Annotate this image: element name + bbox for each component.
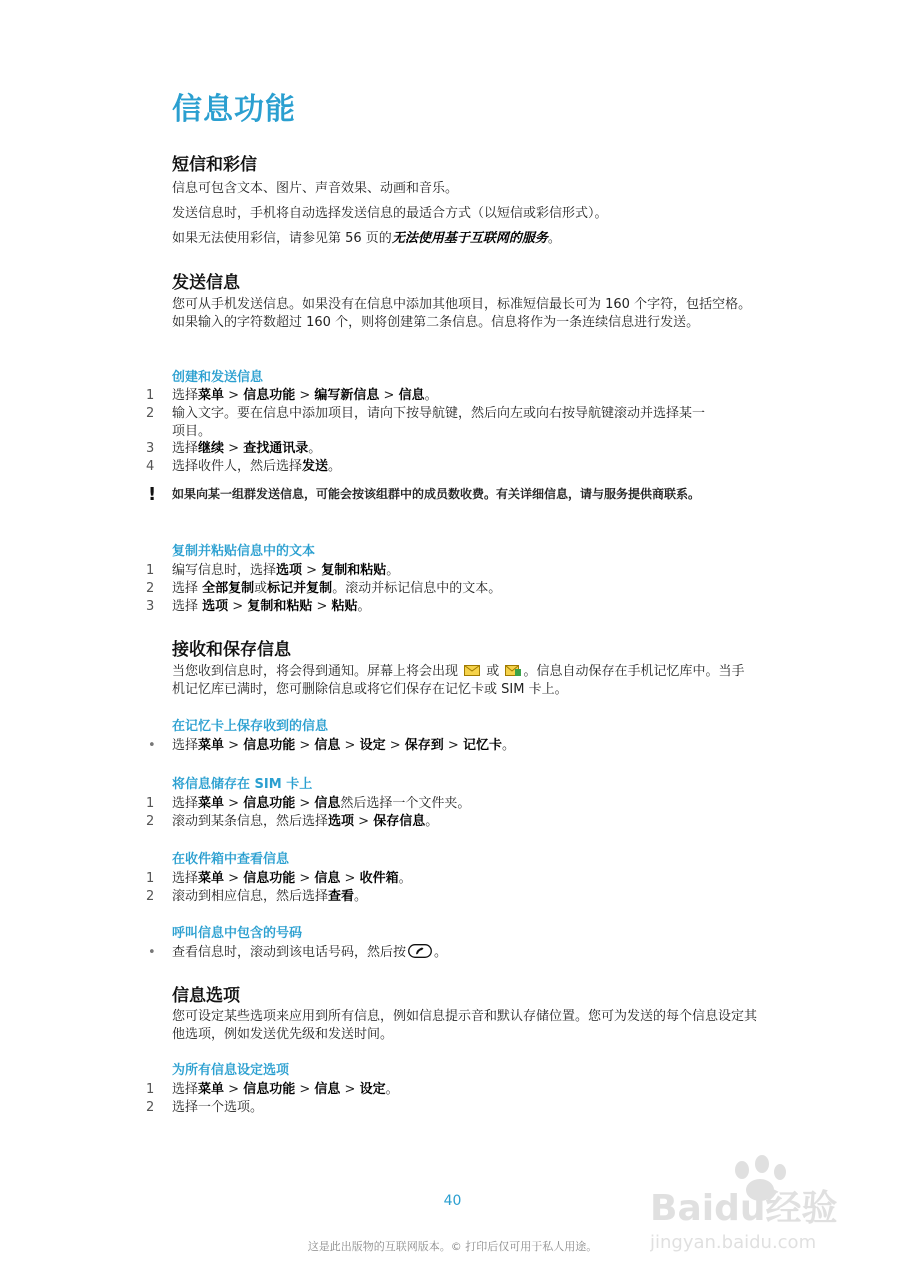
menu-term: 信息功能 (243, 738, 296, 753)
paragraph (172, 663, 757, 699)
menu-term: 信息 (314, 1082, 341, 1097)
page-number: 40 (443, 1193, 462, 1209)
menu-term: 复制和粘贴 (247, 599, 313, 614)
text: 。信息自动保存在手机记忆库中。当手机记忆库已满时，您可删除信息或将它们保存在记忆卡或 SIM 卡上。 (172, 664, 745, 697)
subheading-all-options: 为所有信息设定选项 (172, 1063, 290, 1078)
text: > (302, 563, 322, 578)
text: > (379, 388, 399, 403)
menu-term: 设定 (359, 1082, 386, 1097)
text: 选择 (172, 871, 199, 886)
page-title: 信息功能 (172, 92, 296, 127)
subheading-view-inbox: 在收件箱中查看信息 (172, 852, 290, 867)
text: > (340, 871, 360, 886)
text: 选择 (172, 796, 199, 811)
text: > (385, 738, 405, 753)
paragraph: 发送信息时，手机将自动选择发送信息的最适合方式（以短信或彩信形式）。 (172, 206, 608, 221)
step-number: 2 (146, 1100, 155, 1115)
step-number: 1 (146, 563, 155, 578)
call-key-icon (408, 944, 432, 958)
text: 或 (486, 664, 500, 679)
bullet: • (148, 738, 156, 753)
text: 查看信息时，滚动到该电话号码，然后按 (172, 945, 407, 960)
paragraph: 信息可包含文本、图片、声音效果、动画和音乐。 (172, 181, 459, 196)
menu-term: 收件箱 (359, 871, 399, 886)
menu-term: 信息 (398, 388, 425, 403)
step-number: 1 (146, 871, 155, 886)
text: 。 (357, 599, 371, 614)
step-number: 2 (146, 581, 155, 596)
menu-term: 菜单 (198, 738, 225, 753)
menu-term: 全部复制 (202, 581, 255, 596)
subheading-create-send: 创建和发送信息 (172, 370, 264, 385)
menu-term: 菜单 (198, 388, 225, 403)
text: 选择一个选项。 (172, 1100, 264, 1115)
text: 编写信息时，选择 (172, 563, 277, 578)
menu-term: 保存到 (404, 738, 444, 753)
step-number: 1 (146, 388, 155, 403)
text: 选择 (172, 1082, 199, 1097)
text: 。 (328, 459, 342, 474)
text: 选择收件人，然后选择 (172, 459, 303, 474)
menu-term: 查看 (328, 889, 355, 904)
text: 选择 (172, 581, 203, 596)
menu-term: 粘贴 (331, 599, 358, 614)
text: > (224, 738, 244, 753)
menu-term: 复制和粘贴 (321, 563, 387, 578)
watermark-url: jingyan.baidu.com (650, 1232, 817, 1253)
menu-term: 选项 (328, 814, 355, 829)
watermark-brand: Baidu经验 (650, 1188, 838, 1229)
cross-reference-link[interactable]: 无法使用基于互联网的服务 (391, 231, 548, 246)
text: > (443, 738, 463, 753)
menu-term: 保存信息 (373, 814, 426, 829)
text: 选择 (172, 599, 203, 614)
text: 。 (424, 388, 438, 403)
subheading-save-to-sim: 将信息储存在 SIM 卡上 (172, 777, 313, 792)
text: 选择 (172, 738, 199, 753)
text: 滚动到相应信息，然后选择 (172, 889, 329, 904)
paragraph: 您可从手机发送信息。如果没有在信息中添加其他项目，标准短信最长可为 160 个字符，包括空格。如果输入的字符数超过 160 个，则将创建第二条信息。信息将作为一条连续信息进行发送。 (172, 297, 752, 330)
text: > (340, 738, 360, 753)
text: > (340, 1082, 360, 1097)
text: 然后选择一个文件夹。 (340, 796, 471, 811)
subheading-copy-paste: 复制并粘贴信息中的文本 (172, 544, 316, 559)
text: > (295, 388, 315, 403)
text: 输入文字。要在信息中添加项目，请向下按导航键，然后向左或向右按导航键滚动并选择某一项目。 (172, 406, 706, 439)
text: > (224, 796, 244, 811)
menu-term: 标记并复制 (267, 581, 333, 596)
menu-term: 菜单 (198, 871, 225, 886)
text: 。滚动并标记信息中的文本。 (332, 581, 502, 596)
text: 。 (501, 738, 515, 753)
menu-term: 信息功能 (243, 871, 296, 886)
menu-term: 信息功能 (243, 796, 296, 811)
text: > (295, 738, 315, 753)
text: > (295, 1082, 315, 1097)
text: 。 (385, 1082, 399, 1097)
text: 。 (434, 945, 448, 960)
text: > (295, 796, 315, 811)
section-heading-receive-save: 接收和保存信息 (172, 640, 291, 660)
menu-term: 记忆卡 (462, 738, 502, 753)
step-number: 4 (146, 459, 155, 474)
text: 。 (425, 814, 439, 829)
text: 。 (547, 231, 561, 246)
step-number: 2 (146, 814, 155, 829)
text: 当您收到信息时，将会得到通知。屏幕上将会出现 (172, 664, 459, 679)
text: 选择 (172, 441, 199, 456)
step-number: 2 (146, 889, 155, 904)
menu-term: 菜单 (198, 796, 225, 811)
text: > (228, 599, 248, 614)
paragraph: 您可设定某些选项来应用到所有信息，例如信息提示音和默认存储位置。您可为发送的每个信息设定其他选项，例如发送优先级和发送时间。 (172, 1009, 758, 1042)
note: 如果向某一组群发送信息，可能会按该组群中的成员数收费。有关详细信息，请与服务提供商联系。 (172, 487, 701, 501)
text: 。 (398, 871, 412, 886)
text: > (354, 814, 374, 829)
text: 滚动到某条信息，然后选择 (172, 814, 329, 829)
text: 。 (354, 889, 368, 904)
step-number: 2 (146, 406, 155, 421)
section-heading-options: 信息选项 (172, 986, 240, 1006)
menu-term: 继续 (198, 441, 225, 456)
step-number: 3 (146, 441, 155, 456)
new-mms-icon (505, 665, 521, 676)
menu-term: 选项 (276, 563, 303, 578)
menu-term: 信息 (314, 738, 341, 753)
step-number: 3 (146, 599, 155, 614)
text: > (312, 599, 332, 614)
text: > (224, 388, 244, 403)
paragraph (172, 230, 757, 248)
text: > (224, 441, 244, 456)
menu-term: 发送 (302, 459, 329, 474)
subheading-call-number: 呼叫信息中包含的号码 (172, 926, 303, 941)
menu-term: 编写新信息 (314, 388, 380, 403)
menu-term: 信息功能 (243, 1082, 296, 1097)
text: 。 (308, 441, 322, 456)
menu-term: 菜单 (198, 1082, 225, 1097)
menu-term: 查找通讯录 (243, 441, 309, 456)
text: 。 (386, 563, 400, 578)
text: > (224, 871, 244, 886)
menu-term: 选项 (202, 599, 229, 614)
step-number: 1 (146, 1082, 155, 1097)
text: 如果无法使用彩信，请参见第 56 页的 (172, 231, 392, 246)
step-number: 1 (146, 796, 155, 811)
new-message-icon (464, 665, 480, 676)
menu-term: 信息功能 (243, 388, 296, 403)
menu-term: 设定 (359, 738, 386, 753)
section-heading-sms-mms: 短信和彩信 (172, 155, 257, 175)
bullet: • (148, 945, 156, 960)
subheading-save-to-card: 在记忆卡上保存收到的信息 (172, 719, 329, 734)
section-heading-send: 发送信息 (172, 273, 240, 293)
warning-icon: ! (148, 484, 157, 505)
footer-notice: 这是此出版物的互联网版本。© 打印后仅可用于私人用途。 (307, 1240, 598, 1253)
text: > (295, 871, 315, 886)
text: 选择 (172, 388, 199, 403)
text: > (224, 1082, 244, 1097)
menu-term: 信息 (314, 796, 341, 811)
text: 或 (254, 581, 268, 596)
menu-term: 信息 (314, 871, 341, 886)
